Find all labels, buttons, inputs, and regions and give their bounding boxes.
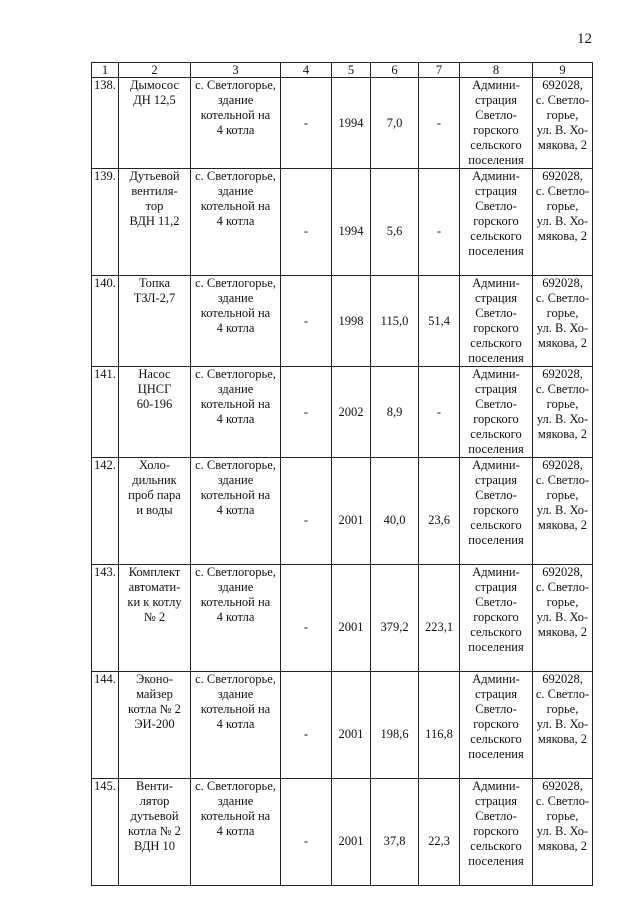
address-line: мякова, 2 bbox=[537, 427, 588, 441]
year-cell: 2001 bbox=[332, 672, 371, 779]
location-cell bbox=[191, 458, 281, 565]
col7-cell: - bbox=[419, 169, 460, 276]
location-line: котельной на bbox=[200, 809, 271, 823]
owner-line: поселения bbox=[468, 747, 524, 761]
name-line: ЭИ-200 bbox=[134, 717, 175, 731]
address-line: 692028, bbox=[542, 169, 583, 183]
name-line: ТЗЛ-2,7 bbox=[133, 291, 176, 305]
equipment-table bbox=[91, 62, 593, 886]
location-line: 4 котла bbox=[216, 503, 255, 517]
location-line: 4 котла bbox=[216, 610, 255, 624]
name-line: тор bbox=[145, 199, 164, 213]
row-number-cell: 144. bbox=[92, 672, 119, 779]
location-line: здание bbox=[217, 93, 254, 107]
location-cell bbox=[191, 169, 281, 276]
col4-cell: - bbox=[281, 565, 332, 672]
col7-cell: - bbox=[419, 78, 460, 169]
owner-line: сельского bbox=[470, 625, 522, 639]
owner-line: страция bbox=[474, 473, 518, 487]
address-line: ул. В. Хо- bbox=[536, 717, 589, 731]
location-line: здание bbox=[217, 580, 254, 594]
address-line: с. Светло- bbox=[535, 580, 590, 594]
name-line: котла № 2 bbox=[128, 824, 181, 838]
column-header: 7 bbox=[419, 63, 460, 78]
owner-cell bbox=[460, 367, 533, 458]
address-line: 692028, bbox=[542, 672, 583, 686]
location-line: здание bbox=[217, 687, 254, 701]
owner-line: сельского bbox=[470, 138, 522, 152]
location-line: котельной на bbox=[200, 108, 271, 122]
name-line: 60-196 bbox=[136, 397, 173, 411]
address-cell bbox=[533, 78, 593, 169]
address-line: с. Светло- bbox=[535, 93, 590, 107]
location-line: котельной на bbox=[200, 488, 271, 502]
name-line: лятор bbox=[139, 794, 170, 808]
name-line: автомати- bbox=[128, 580, 181, 594]
table-row bbox=[92, 169, 593, 276]
year-cell: 1998 bbox=[332, 276, 371, 367]
owner-line: поселения bbox=[468, 244, 524, 258]
address-line: мякова, 2 bbox=[537, 229, 588, 243]
owner-line: Админи- bbox=[472, 78, 520, 92]
location-line: здание bbox=[217, 794, 254, 808]
location-line: здание bbox=[217, 473, 254, 487]
col6-cell: 37,8 bbox=[371, 779, 419, 886]
location-line: с. Светлогорье, bbox=[195, 672, 276, 686]
address-line: горье, bbox=[546, 199, 579, 213]
column-header: 2 bbox=[119, 63, 191, 78]
owner-line: страция bbox=[474, 184, 518, 198]
name-line: ки к котлу bbox=[127, 595, 182, 609]
address-line: горье, bbox=[546, 108, 579, 122]
owner-line: Админи- bbox=[472, 276, 520, 290]
owner-line: Админи- bbox=[472, 169, 520, 183]
location-cell bbox=[191, 78, 281, 169]
table-row bbox=[92, 672, 593, 779]
address-line: мякова, 2 bbox=[537, 839, 588, 853]
location-cell bbox=[191, 276, 281, 367]
name-cell bbox=[119, 672, 191, 779]
row-number-cell: 142. bbox=[92, 458, 119, 565]
year-cell: 2002 bbox=[332, 367, 371, 458]
owner-line: Светло- bbox=[475, 488, 517, 502]
location-line: с. Светлогорье, bbox=[195, 78, 276, 92]
location-line: котельной на bbox=[200, 595, 271, 609]
name-line: дильник bbox=[132, 473, 177, 487]
owner-line: Светло- bbox=[475, 397, 517, 411]
address-line: с. Светло- bbox=[535, 794, 590, 808]
row-number-cell: 145. bbox=[92, 779, 119, 886]
owner-line: Светло- bbox=[475, 199, 517, 213]
location-line: с. Светлогорье, bbox=[195, 367, 276, 381]
owner-line: Светло- bbox=[475, 108, 517, 122]
table-row bbox=[92, 458, 593, 565]
address-line: горье, bbox=[546, 702, 579, 716]
owner-line: сельского bbox=[470, 732, 522, 746]
location-line: котельной на bbox=[200, 199, 271, 213]
col4-cell: - bbox=[281, 458, 332, 565]
col7-cell: 223,1 bbox=[419, 565, 460, 672]
name-line: Насос bbox=[138, 367, 171, 381]
owner-line: страция bbox=[474, 93, 518, 107]
address-line: ул. В. Хо- bbox=[536, 824, 589, 838]
address-cell bbox=[533, 458, 593, 565]
row-number-cell: 138. bbox=[92, 78, 119, 169]
col7-cell: 116,8 bbox=[419, 672, 460, 779]
location-cell bbox=[191, 367, 281, 458]
owner-cell bbox=[460, 169, 533, 276]
col6-cell: 198,6 bbox=[371, 672, 419, 779]
column-header: 9 bbox=[533, 63, 593, 78]
location-line: 4 котла bbox=[216, 214, 255, 228]
year-cell: 1994 bbox=[332, 169, 371, 276]
owner-cell bbox=[460, 565, 533, 672]
owner-line: Светло- bbox=[475, 702, 517, 716]
owner-line: горского bbox=[473, 321, 519, 335]
location-cell bbox=[191, 779, 281, 886]
table-row bbox=[92, 779, 593, 886]
owner-line: поселения bbox=[468, 153, 524, 167]
location-line: 4 котла bbox=[216, 321, 255, 335]
column-header: 5 bbox=[332, 63, 371, 78]
owner-line: сельского bbox=[470, 427, 522, 441]
name-line: ДН 12,5 bbox=[133, 93, 176, 107]
location-line: котельной на bbox=[200, 306, 271, 320]
col6-cell: 379,2 bbox=[371, 565, 419, 672]
owner-line: Светло- bbox=[475, 595, 517, 609]
owner-cell bbox=[460, 458, 533, 565]
address-line: 692028, bbox=[542, 367, 583, 381]
owner-line: горского bbox=[473, 610, 519, 624]
owner-line: горского bbox=[473, 824, 519, 838]
address-line: ул. В. Хо- bbox=[536, 123, 589, 137]
col6-cell: 8,9 bbox=[371, 367, 419, 458]
address-line: с. Светло- bbox=[535, 184, 590, 198]
location-line: здание bbox=[217, 382, 254, 396]
address-line: горье, bbox=[546, 397, 579, 411]
owner-line: горского bbox=[473, 717, 519, 731]
address-line: горье, bbox=[546, 809, 579, 823]
address-line: 692028, bbox=[542, 276, 583, 290]
owner-line: страция bbox=[474, 291, 518, 305]
owner-line: Админи- bbox=[472, 565, 520, 579]
owner-line: сельского bbox=[470, 336, 522, 350]
owner-line: горского bbox=[473, 214, 519, 228]
address-line: горье, bbox=[546, 488, 579, 502]
address-line: ул. В. Хо- bbox=[536, 214, 589, 228]
location-line: с. Светлогорье, bbox=[195, 779, 276, 793]
address-line: мякова, 2 bbox=[537, 336, 588, 350]
column-header: 3 bbox=[191, 63, 281, 78]
address-line: с. Светло- bbox=[535, 291, 590, 305]
owner-line: поселения bbox=[468, 442, 524, 456]
page-number: 12 bbox=[577, 31, 592, 47]
owner-line: сельского bbox=[470, 839, 522, 853]
name-line: и воды bbox=[136, 503, 173, 517]
owner-line: Админи- bbox=[472, 458, 520, 472]
owner-cell bbox=[460, 276, 533, 367]
location-line: здание bbox=[217, 291, 254, 305]
name-line: ЦНСГ bbox=[137, 382, 172, 396]
name-line: Венти- bbox=[136, 779, 173, 793]
col4-cell: - bbox=[281, 367, 332, 458]
owner-cell bbox=[460, 672, 533, 779]
col4-cell: - bbox=[281, 779, 332, 886]
address-cell bbox=[533, 565, 593, 672]
address-cell bbox=[533, 276, 593, 367]
address-cell bbox=[533, 367, 593, 458]
location-line: здание bbox=[217, 184, 254, 198]
owner-cell bbox=[460, 78, 533, 169]
location-line: 4 котла bbox=[216, 123, 255, 137]
name-cell bbox=[119, 276, 191, 367]
year-cell: 1994 bbox=[332, 78, 371, 169]
owner-line: сельского bbox=[470, 229, 522, 243]
table-row bbox=[92, 276, 593, 367]
col6-cell: 115,0 bbox=[371, 276, 419, 367]
name-line: котла № 2 bbox=[128, 702, 181, 716]
owner-line: Светло- bbox=[475, 809, 517, 823]
location-line: котельной на bbox=[200, 397, 271, 411]
name-cell bbox=[119, 779, 191, 886]
table-header-row bbox=[92, 63, 593, 78]
col6-cell: 5,6 bbox=[371, 169, 419, 276]
address-line: ул. В. Хо- bbox=[536, 321, 589, 335]
table-row bbox=[92, 78, 593, 169]
name-line: Эконо- bbox=[135, 672, 174, 686]
column-header: 1 bbox=[92, 63, 119, 78]
owner-line: сельского bbox=[470, 518, 522, 532]
col7-cell: - bbox=[419, 367, 460, 458]
name-line: проб пара bbox=[128, 488, 181, 502]
address-cell bbox=[533, 779, 593, 886]
col4-cell: - bbox=[281, 276, 332, 367]
col6-cell: 40,0 bbox=[371, 458, 419, 565]
owner-line: горского bbox=[473, 123, 519, 137]
address-cell bbox=[533, 672, 593, 779]
name-cell bbox=[119, 565, 191, 672]
address-line: 692028, bbox=[542, 779, 583, 793]
address-line: с. Светло- bbox=[535, 473, 590, 487]
name-line: майзер bbox=[136, 687, 173, 701]
owner-line: поселения bbox=[468, 640, 524, 654]
name-cell bbox=[119, 169, 191, 276]
year-cell: 2001 bbox=[332, 458, 371, 565]
address-line: мякова, 2 bbox=[537, 625, 588, 639]
table-row bbox=[92, 367, 593, 458]
address-cell bbox=[533, 169, 593, 276]
location-line: 4 котла bbox=[216, 824, 255, 838]
owner-line: Светло- bbox=[475, 306, 517, 320]
owner-line: страция bbox=[474, 382, 518, 396]
name-line: ВДН 10 bbox=[133, 839, 176, 853]
name-line: № 2 bbox=[143, 610, 166, 624]
col6-cell: 7,0 bbox=[371, 78, 419, 169]
address-line: ул. В. Хо- bbox=[536, 610, 589, 624]
owner-line: поселения bbox=[468, 854, 524, 868]
col4-cell: - bbox=[281, 672, 332, 779]
name-cell bbox=[119, 367, 191, 458]
address-line: мякова, 2 bbox=[537, 138, 588, 152]
owner-line: горского bbox=[473, 412, 519, 426]
address-line: горье, bbox=[546, 306, 579, 320]
address-line: с. Светло- bbox=[535, 382, 590, 396]
name-cell bbox=[119, 458, 191, 565]
owner-line: страция bbox=[474, 794, 518, 808]
address-line: мякова, 2 bbox=[537, 518, 588, 532]
name-line: Дутьевой bbox=[129, 169, 180, 183]
column-header: 4 bbox=[281, 63, 332, 78]
name-line: ВДН 11,2 bbox=[129, 214, 180, 228]
table-row bbox=[92, 565, 593, 672]
location-line: с. Светлогорье, bbox=[195, 169, 276, 183]
name-line: вентиля- bbox=[131, 184, 178, 198]
name-line: Дымосос bbox=[129, 78, 180, 92]
owner-line: Админи- bbox=[472, 779, 520, 793]
location-line: с. Светлогорье, bbox=[195, 276, 276, 290]
name-line: Топка bbox=[138, 276, 171, 290]
owner-line: страция bbox=[474, 687, 518, 701]
name-line: Холо- bbox=[139, 458, 170, 472]
row-number-cell: 141. bbox=[92, 367, 119, 458]
owner-line: горского bbox=[473, 503, 519, 517]
row-number-cell: 139. bbox=[92, 169, 119, 276]
name-line: дутьевой bbox=[130, 809, 179, 823]
col7-cell: 23,6 bbox=[419, 458, 460, 565]
location-line: с. Светлогорье, bbox=[195, 458, 276, 472]
location-line: 4 котла bbox=[216, 717, 255, 731]
owner-cell bbox=[460, 779, 533, 886]
column-header: 8 bbox=[460, 63, 533, 78]
location-line: с. Светлогорье, bbox=[195, 565, 276, 579]
owner-line: Админи- bbox=[472, 367, 520, 381]
col7-cell: 51,4 bbox=[419, 276, 460, 367]
owner-line: поселения bbox=[468, 351, 524, 365]
col7-cell: 22,3 bbox=[419, 779, 460, 886]
address-line: ул. В. Хо- bbox=[536, 503, 589, 517]
location-line: 4 котла bbox=[216, 412, 255, 426]
owner-line: страция bbox=[474, 580, 518, 594]
name-line: Комплект bbox=[128, 565, 181, 579]
location-cell bbox=[191, 565, 281, 672]
row-number-cell: 140. bbox=[92, 276, 119, 367]
year-cell: 2001 bbox=[332, 565, 371, 672]
owner-line: поселения bbox=[468, 533, 524, 547]
col4-cell: - bbox=[281, 78, 332, 169]
location-cell bbox=[191, 672, 281, 779]
address-line: с. Светло- bbox=[535, 687, 590, 701]
address-line: 692028, bbox=[542, 565, 583, 579]
address-line: 692028, bbox=[542, 458, 583, 472]
col4-cell: - bbox=[281, 169, 332, 276]
year-cell: 2001 bbox=[332, 779, 371, 886]
address-line: мякова, 2 bbox=[537, 732, 588, 746]
row-number-cell: 143. bbox=[92, 565, 119, 672]
address-line: 692028, bbox=[542, 78, 583, 92]
name-cell bbox=[119, 78, 191, 169]
address-line: ул. В. Хо- bbox=[536, 412, 589, 426]
location-line: котельной на bbox=[200, 702, 271, 716]
owner-line: Админи- bbox=[472, 672, 520, 686]
address-line: горье, bbox=[546, 595, 579, 609]
column-header: 6 bbox=[371, 63, 419, 78]
